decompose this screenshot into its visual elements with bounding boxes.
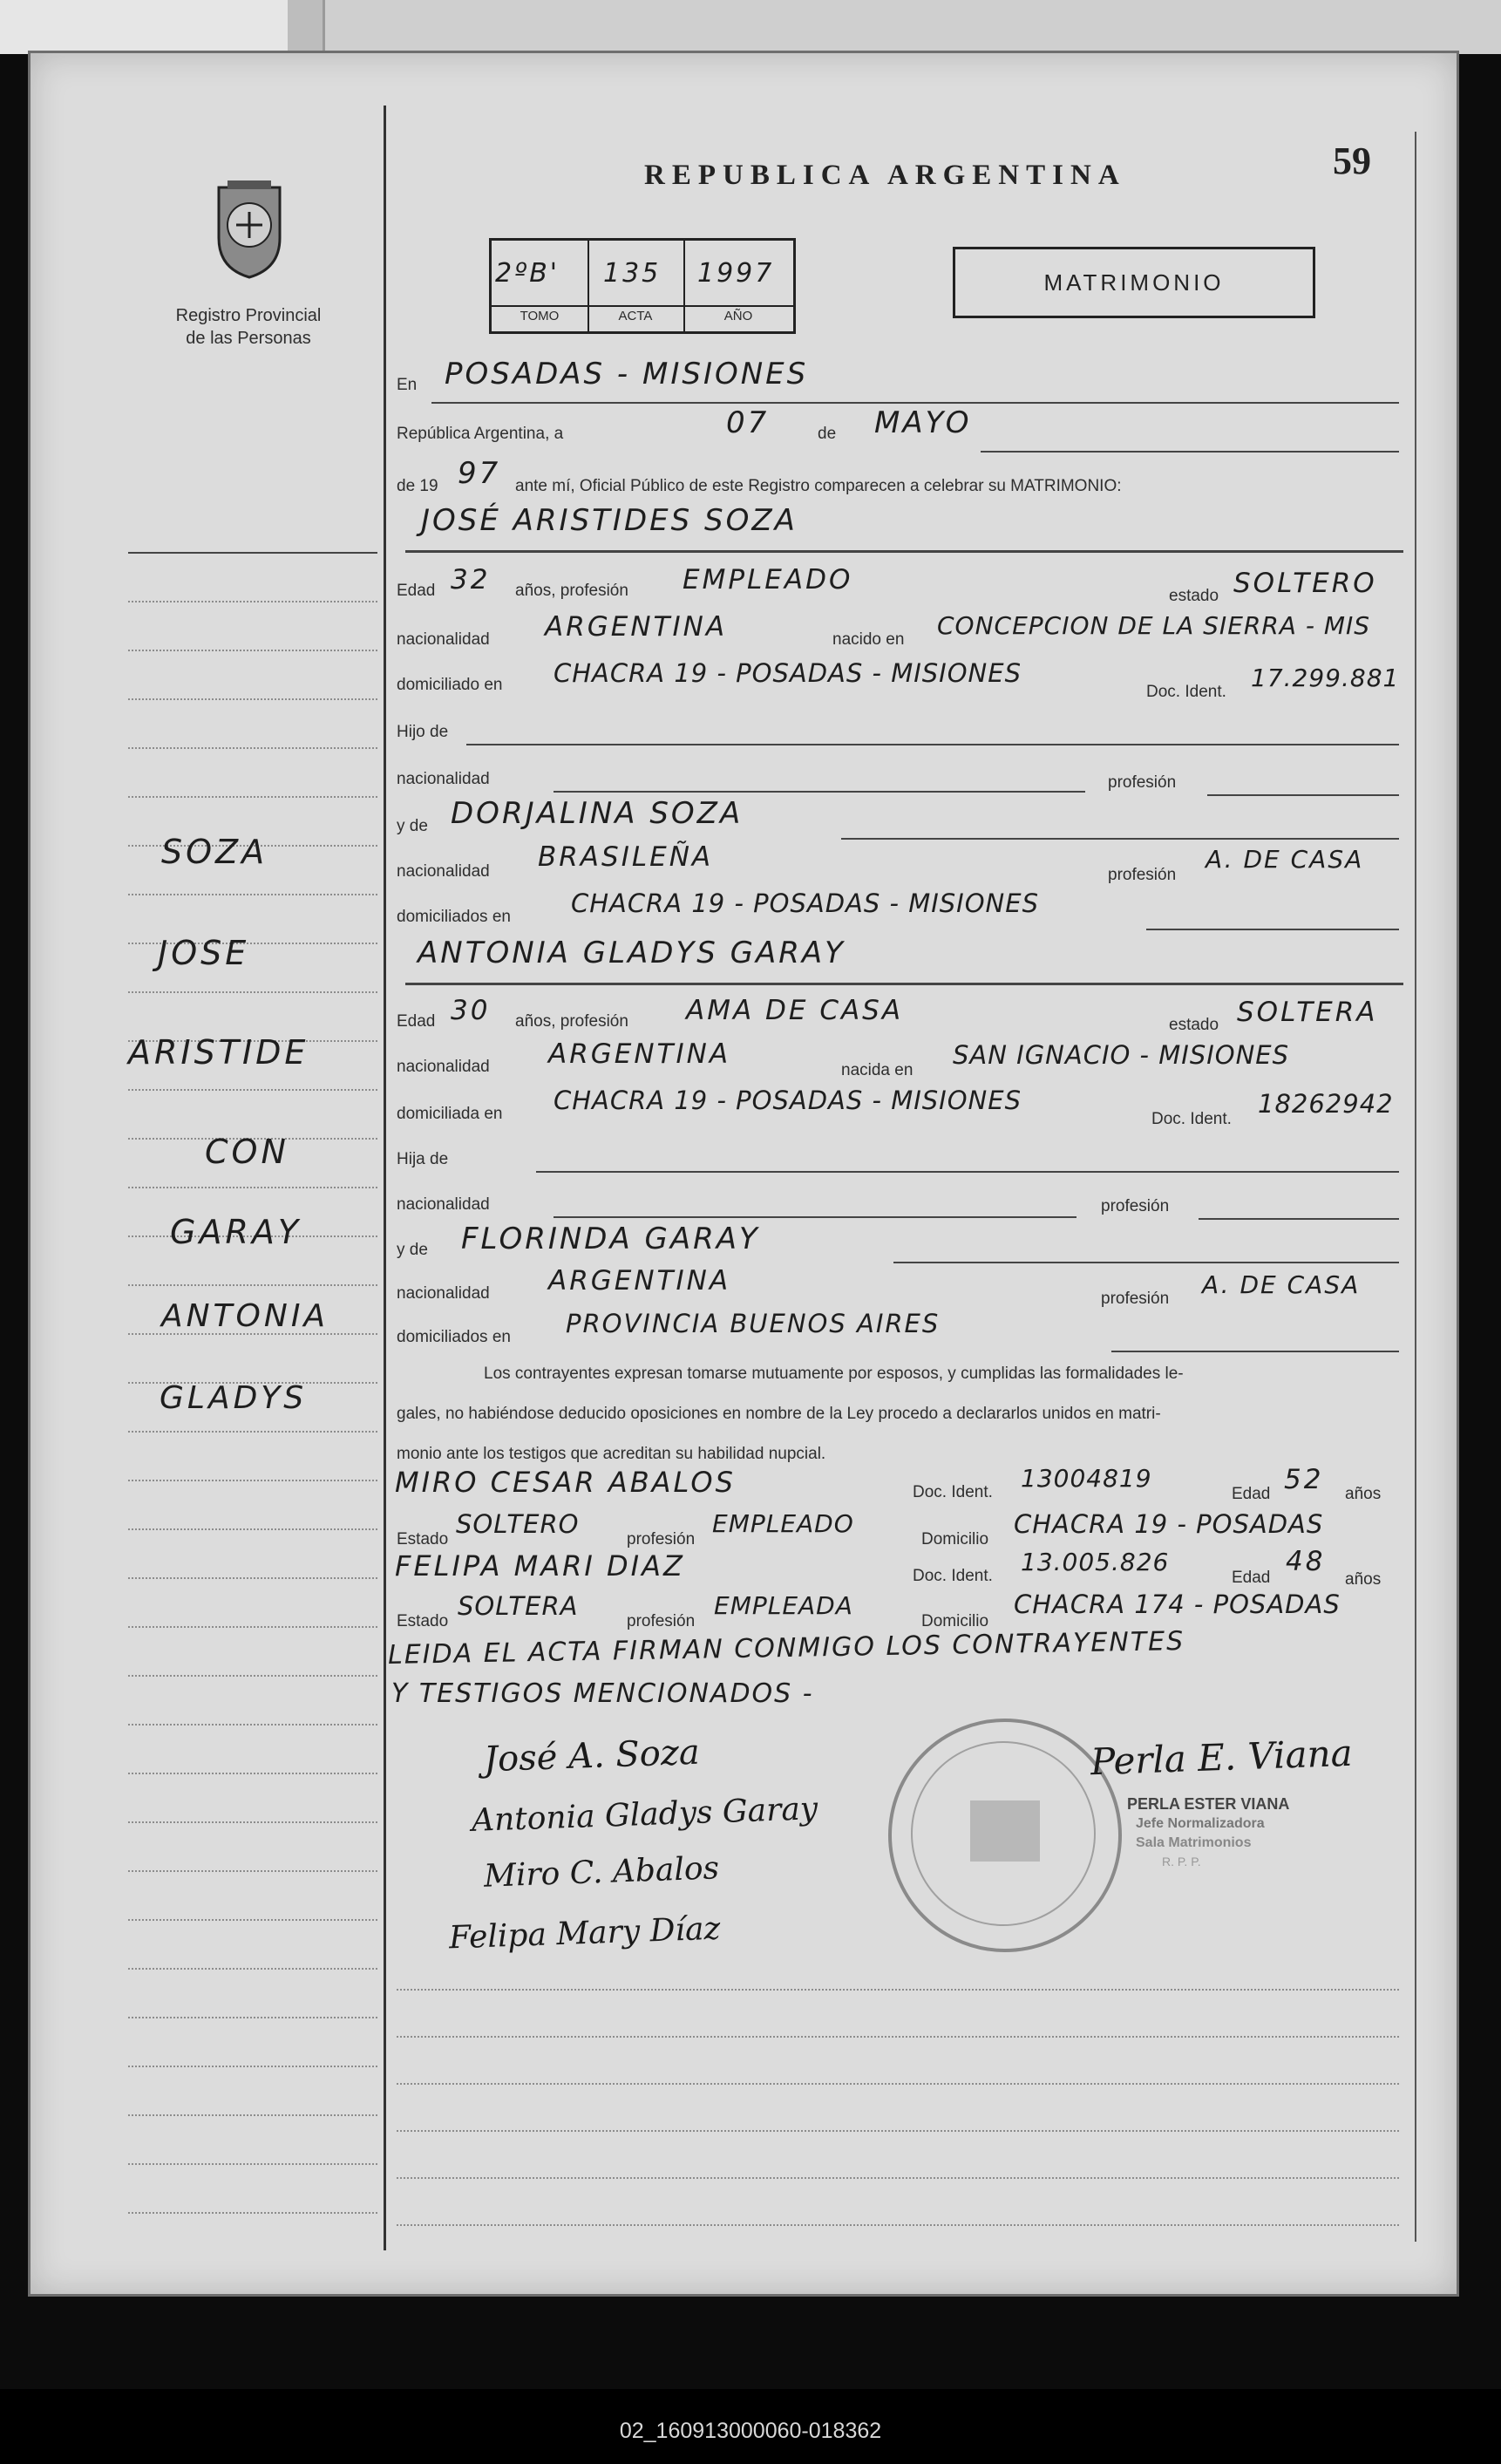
groom-nacionalidad-label: nacionalidad [397, 630, 490, 649]
guide-line [128, 747, 377, 749]
year-suffix: 97 [458, 456, 501, 491]
groom-age: 32 [451, 564, 491, 596]
witness2-doc-number: 13.005.826 [1021, 1548, 1170, 1576]
groom-doc-number: 17.299.881 [1251, 664, 1400, 692]
groom-parents-dom-label: domiciliados en [397, 908, 511, 926]
top-background [0, 0, 1501, 54]
guide-line [128, 2114, 377, 2116]
groom-father-prof-label: profesión [1108, 773, 1177, 792]
groom-nacido-label: nacido en [832, 630, 905, 649]
ano-label: AÑO [723, 309, 753, 323]
guide-line [128, 1919, 377, 1921]
country-title: REPUBLICA ARGENTINA [644, 160, 1126, 191]
closing-line1: LEIDA EL ACTA FIRMAN CONMIGO LOS CONTRAYENTES [387, 1626, 1185, 1671]
margin-note-7: GLADYS [160, 1380, 308, 1416]
guide-line [397, 1989, 1399, 1991]
witness1-profession: EMPLEADO [712, 1509, 854, 1538]
registry-line1: Registro Provincial [175, 306, 322, 325]
guide-line [128, 1773, 377, 1774]
groom-name: JOSÉ ARISTIDES SOZA [421, 503, 798, 538]
guide-line [128, 1577, 377, 1579]
bride-father-nat-label: nacionalidad [397, 1195, 490, 1214]
margin-note-5: GARAY [170, 1213, 302, 1251]
margin-note-3: ARISTIDE [128, 1033, 309, 1072]
margin-note-4: CON [205, 1133, 289, 1171]
witness2-profesion-label: profesión [627, 1612, 696, 1630]
bride-doc-number: 18262942 [1258, 1089, 1394, 1119]
bride-hija-label: Hija de [397, 1150, 449, 1168]
bride-signature: Antonia Gladys Garay [471, 1791, 818, 1839]
certificate-page [28, 51, 1459, 2297]
bride-age: 30 [451, 995, 491, 1026]
month-line [981, 451, 1399, 453]
witness2-doc-label: Doc. Ident. [913, 1567, 993, 1585]
witness2-signature: Felipa Mary Díaz [448, 1910, 722, 1957]
witness1-estado-label: Estado [397, 1530, 449, 1549]
groom-signature: José A. Soza [483, 1732, 701, 1780]
acta-label: ACTA [618, 309, 653, 323]
groom-hijo-label: Hijo de [397, 723, 449, 741]
bride-name: ANTONIA GLADYS GARAY [418, 936, 846, 970]
groom-profession: EMPLEADO [683, 564, 853, 596]
right-border [1415, 132, 1416, 2242]
bride-name-line [405, 983, 1403, 985]
stamp-line2: Jefe Normalizadora [1136, 1816, 1265, 1831]
bride-mother-line [893, 1262, 1399, 1263]
witness2-edad-label: Edad [1232, 1569, 1271, 1587]
declaration-line1: Los contrayentes expresan tomarse mutuamente por esposos, y cumplidas las formalidades le- [484, 1365, 1184, 1383]
margin-note-2: JOSE [158, 934, 250, 972]
stamp-line4: R. P. P. [1162, 1855, 1201, 1868]
bride-yde-label: y de [397, 1241, 428, 1259]
groom-father-line [466, 744, 1399, 745]
registry-line2: de las Personas [186, 329, 311, 348]
witness2-estado-label: Estado [397, 1612, 449, 1630]
groom-name-line [405, 550, 1403, 553]
guide-line [397, 2083, 1399, 2085]
acta-value: 135 [603, 258, 662, 289]
groom-yde-label: y de [397, 817, 428, 835]
guide-line [128, 1480, 377, 1481]
bride-domiciliada-label: domiciliada en [397, 1105, 503, 1123]
closing-line2: Y TESTIGOS MENCIONADOS - [391, 1678, 814, 1709]
bride-mother-profession: A. DE CASA [1202, 1270, 1361, 1299]
bride-nacida-label: nacida en [841, 1061, 914, 1079]
witness1-doc-label: Doc. Ident. [913, 1483, 993, 1501]
guide-line [397, 2224, 1399, 2226]
groom-mother-nationality: BRASILEÑA [538, 841, 714, 873]
groom-nationality: ARGENTINA [545, 611, 728, 643]
witness1-anos-label: años [1345, 1485, 1382, 1503]
witness2-civil-status: SOLTERA [458, 1591, 579, 1621]
de-label: de [818, 425, 837, 443]
guide-line [128, 2066, 377, 2067]
bride-birthplace: SAN IGNACIO - MISIONES [953, 1040, 1290, 1070]
groom-father-nat-line [554, 791, 1085, 793]
groom-parents-address: CHACRA 19 - POSADAS - MISIONES [571, 888, 1039, 918]
bride-parents-address: PROVINCIA BUENOS AIRES [566, 1309, 941, 1338]
groom-edad-label: Edad [397, 582, 436, 600]
tomo-value: 2ºB' [495, 258, 560, 289]
witness1-edad-label: Edad [1232, 1485, 1271, 1503]
declaration-line3: monio ante los testigos que acreditan su habilidad nupcial. [397, 1445, 826, 1463]
guide-line [128, 2212, 377, 2214]
guide-line [128, 552, 377, 554]
groom-father-nat-label: nacionalidad [397, 770, 490, 788]
groom-mother-nat-label: nacionalidad [397, 862, 490, 881]
witness1-name: MIRO CESAR ABALOS [395, 1466, 736, 1499]
guide-line [128, 601, 377, 602]
stamp-line3: Sala Matrimonios [1136, 1835, 1252, 1850]
guide-line [128, 1675, 377, 1677]
guide-line [128, 1626, 377, 1628]
guide-line [128, 1821, 377, 1823]
bride-mother-nationality: ARGENTINA [548, 1265, 731, 1297]
bride-father-nat-line [554, 1216, 1077, 1218]
witness1-civil-status: SOLTERO [456, 1509, 580, 1539]
month-value: MAYO [874, 405, 972, 440]
groom-estado-label: estado [1169, 587, 1219, 605]
place-line [431, 402, 1399, 404]
bride-nationality: ARGENTINA [548, 1038, 731, 1070]
witness1-doc-number: 13004819 [1021, 1464, 1152, 1493]
groom-mother: DORJALINA SOZA [451, 796, 744, 831]
year-prefix: de 19 [397, 477, 438, 495]
image-code: 02_160913000060-018362 [619, 2419, 882, 2443]
day-value: 07 [726, 405, 770, 440]
bride-father-prof-line [1199, 1218, 1399, 1220]
ano-value: 1997 [697, 258, 775, 289]
bride-father-line [536, 1171, 1399, 1173]
bride-nacionalidad-label: nacionalidad [397, 1058, 490, 1076]
groom-mother-line [841, 838, 1399, 840]
bride-civil-status: SOLTERA [1237, 997, 1378, 1028]
official-seal-icon [888, 1719, 1122, 1952]
groom-anos-profesion-label: años, profesión [515, 582, 628, 600]
box-divider [492, 305, 793, 307]
page-number: 59 [1333, 140, 1371, 182]
guide-line [128, 1870, 377, 1872]
groom-domiciliado-label: domiciliado en [397, 676, 503, 694]
witness2-address: CHACRA 174 - POSADAS [1014, 1589, 1341, 1619]
doc-type: MATRIMONIO [1043, 269, 1225, 296]
tomo-label: TOMO [520, 309, 560, 323]
groom-mother-prof-label: profesión [1108, 866, 1177, 884]
guide-line [128, 650, 377, 651]
bride-address: CHACRA 19 - POSADAS - MISIONES [554, 1086, 1022, 1115]
witness2-name: FELIPA MARI DIAZ [395, 1549, 685, 1583]
guide-line [397, 2036, 1399, 2038]
witness1-address: CHACRA 19 - POSADAS [1014, 1509, 1324, 1539]
groom-civil-status: SOLTERO [1233, 568, 1377, 599]
guide-line [128, 1431, 377, 1433]
witness2-anos-label: años [1345, 1570, 1382, 1589]
groom-address: CHACRA 19 - POSADAS - MISIONES [554, 658, 1022, 688]
bride-father-prof-label: profesión [1101, 1197, 1170, 1215]
witness1-age: 52 [1284, 1464, 1324, 1495]
underlying-page-edge [288, 0, 325, 54]
stamp-line1: PERLA ESTER VIANA [1127, 1795, 1290, 1813]
bride-mother: FLORINDA GARAY [461, 1222, 760, 1256]
republica-label: República Argentina, a [397, 425, 564, 443]
bride-parents-line [1111, 1351, 1399, 1352]
bride-anos-profesion-label: años, profesión [515, 1012, 628, 1031]
guide-line [128, 1724, 377, 1725]
witness2-domicilio-label: Domicilio [921, 1612, 989, 1630]
bride-parents-dom-label: domiciliados en [397, 1328, 511, 1346]
bride-doc-label: Doc. Ident. [1151, 1110, 1232, 1128]
guide-line [128, 1968, 377, 1970]
doc-type-box [953, 247, 1315, 318]
guide-line [128, 796, 377, 798]
coat-of-arms-icon [201, 177, 297, 282]
place-value: POSADAS - MISIONES [445, 357, 809, 391]
groom-doc-label: Doc. Ident. [1146, 683, 1226, 701]
groom-parents-line [1146, 929, 1399, 930]
groom-birthplace: CONCEPCION DE LA SIERRA - MIS [937, 611, 1371, 640]
declaration-line2: gales, no habiéndose deducido oposiciones en nombre de la Ley procedo a declararlos unidos en matri- [397, 1405, 1161, 1423]
bride-mother-prof-label: profesión [1101, 1290, 1170, 1308]
guide-line [128, 2017, 377, 2018]
margin-divider [384, 106, 386, 2250]
guide-line [128, 991, 377, 993]
groom-mother-profession: A. DE CASA [1206, 845, 1364, 874]
margin-note-1: SOZA [161, 833, 268, 871]
record-reference-box [489, 238, 796, 334]
guide-line [397, 2130, 1399, 2132]
bride-estado-label: estado [1169, 1016, 1219, 1034]
bride-edad-label: Edad [397, 1012, 436, 1031]
underlying-page [0, 0, 290, 54]
witness1-signature: Miro C. Abalos [483, 1850, 720, 1895]
witness2-age: 48 [1286, 1546, 1326, 1577]
officer-signature: Perla E. Viana [1090, 1731, 1354, 1784]
guide-line [128, 1089, 377, 1091]
bride-mother-nat-label: nacionalidad [397, 1284, 490, 1303]
guide-line [128, 1528, 377, 1530]
witness1-domicilio-label: Domicilio [921, 1530, 989, 1549]
guide-line [128, 2163, 377, 2165]
witness1-profesion-label: profesión [627, 1530, 696, 1549]
groom-father-prof-line [1207, 794, 1399, 796]
witness2-profession: EMPLEADA [714, 1591, 853, 1620]
intro-statement: ante mí, Oficial Público de este Registro comparecen a celebrar su MATRIMONIO: [515, 477, 1122, 495]
bride-profession: AMA DE CASA [686, 995, 904, 1026]
guide-line [128, 894, 377, 895]
guide-line [128, 1187, 377, 1188]
guide-line [128, 1284, 377, 1286]
margin-note-6: ANTONIA [161, 1298, 329, 1334]
en-label: En [397, 376, 418, 394]
guide-line [128, 698, 377, 700]
guide-line [397, 2177, 1399, 2179]
